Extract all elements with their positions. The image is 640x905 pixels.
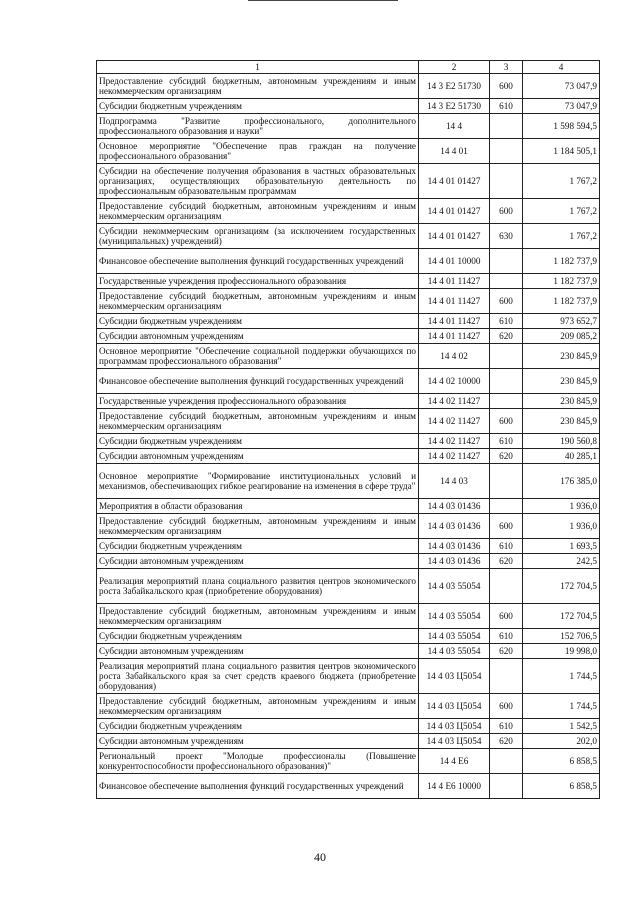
row-code-cell: 14 4 03 55054 <box>419 644 490 659</box>
row-name-cell: Субсидии некоммерческим организациям (за исключением государственных (муниципальных) учреждений) <box>97 224 419 249</box>
row-name-cell: Подпрограмма "Развитие профессионального, дополнительного профессионального образования и науки" <box>97 114 419 139</box>
row-sum-cell: 1 767,2 <box>523 224 600 249</box>
row-code-cell: 14 4 02 11427 <box>419 394 490 409</box>
row-name-cell: Предоставление субсидий бюджетным, автономным учреждениям и иным некоммерческим организациям <box>97 74 419 99</box>
row-name-cell: Субсидии на обеспечение получения образования в частных образовательных организациях, осуществляющих образовательную деятельность по профессиональным образовательным программам <box>97 164 419 199</box>
row-code-cell: 14 3 E2 51730 <box>419 74 490 99</box>
table-row <box>97 314 600 329</box>
row-name-cell: Региональный проект "Молодые профессионалы (Повышение конкурентоспособности профессионального образования)" <box>97 749 419 774</box>
row-code-cell: 14 4 02 11427 <box>419 449 490 464</box>
row-code-cell: 14 4 02 11427 <box>419 409 490 434</box>
row-type-cell <box>490 569 523 604</box>
row-code-cell: 14 4 <box>419 114 490 139</box>
table-row <box>97 249 600 274</box>
row-type-cell: 620 <box>490 734 523 749</box>
row-code-cell: 14 4 03 01436 <box>419 514 490 539</box>
row-type-cell: 610 <box>490 629 523 644</box>
row-sum-cell: 73 047,9 <box>523 99 600 114</box>
row-code-cell: 14 4 03 <box>419 464 490 499</box>
row-sum-cell: 1 744,5 <box>523 659 600 694</box>
table-row <box>97 464 600 499</box>
row-type-cell: 600 <box>490 604 523 629</box>
row-code-cell: 14 4 01 01427 <box>419 224 490 249</box>
row-name-cell: Предоставление субсидий бюджетным, автономным учреждениям и иным некоммерческим организациям <box>97 514 419 539</box>
row-sum-cell: 1 936,0 <box>523 499 600 514</box>
row-sum-cell: 1 182 737,9 <box>523 289 600 314</box>
row-name-cell: Субсидии автономным учреждениям <box>97 554 419 569</box>
row-name-cell: Государственные учреждения профессионального образования <box>97 394 419 409</box>
row-sum-cell: 1 182 737,9 <box>523 249 600 274</box>
row-code-cell: 14 4 03 55054 <box>419 629 490 644</box>
row-name-cell: Предоставление субсидий бюджетным, автономным учреждениям и иным некоммерческим организациям <box>97 694 419 719</box>
table-row <box>97 514 600 539</box>
table-row <box>97 629 600 644</box>
row-type-cell: 630 <box>490 224 523 249</box>
row-sum-cell: 1 182 737,9 <box>523 274 600 289</box>
row-type-cell: 600 <box>490 289 523 314</box>
row-name-cell: Государственные учреждения профессионального образования <box>97 274 419 289</box>
row-sum-cell: 1 693,5 <box>523 539 600 554</box>
table-row <box>97 554 600 569</box>
table-row <box>97 329 600 344</box>
row-sum-cell: 176 385,0 <box>523 464 600 499</box>
table-row <box>97 434 600 449</box>
row-sum-cell: 6 858,5 <box>523 749 600 774</box>
row-name-cell: Субсидии бюджетным учреждениям <box>97 719 419 734</box>
row-type-cell <box>490 464 523 499</box>
table-row <box>97 369 600 394</box>
table-row <box>97 344 600 369</box>
row-code-cell: 14 4 01 11427 <box>419 289 490 314</box>
row-type-cell <box>490 344 523 369</box>
row-name-cell: Субсидии бюджетным учреждениям <box>97 539 419 554</box>
table-row <box>97 774 600 799</box>
table-header-row <box>97 61 600 74</box>
row-name-cell: Финансовое обеспечение выполнения функций государственных учреждений <box>97 774 419 799</box>
table-row <box>97 409 600 434</box>
table-row <box>97 224 600 249</box>
row-sum-cell: 1 936,0 <box>523 514 600 539</box>
row-type-cell: 600 <box>490 409 523 434</box>
row-type-cell <box>490 369 523 394</box>
table-row <box>97 694 600 719</box>
table-row <box>97 99 600 114</box>
row-name-cell: Предоставление субсидий бюджетным, автономным учреждениям и иным некоммерческим организациям <box>97 289 419 314</box>
row-name-cell: Основное мероприятие "Формирование институциональных условий и механизмов, обеспечивающих гибкое реагирование на изменения в сфере труда" <box>97 464 419 499</box>
row-sum-cell: 6 858,5 <box>523 774 600 799</box>
table-row <box>97 749 600 774</box>
table-row <box>97 164 600 199</box>
row-type-cell: 610 <box>490 719 523 734</box>
row-sum-cell: 1 767,2 <box>523 164 600 199</box>
row-sum-cell: 230 845,9 <box>523 409 600 434</box>
row-sum-cell: 209 085,2 <box>523 329 600 344</box>
row-code-cell: 14 4 03 Ц5054 <box>419 719 490 734</box>
row-type-cell: 610 <box>490 434 523 449</box>
row-name-cell: Предоставление субсидий бюджетным, автономным учреждениям и иным некоммерческим организациям <box>97 409 419 434</box>
row-code-cell: 14 4 01 11427 <box>419 274 490 289</box>
budget-table <box>96 60 600 799</box>
row-type-cell: 620 <box>490 644 523 659</box>
row-name-cell: Субсидии автономным учреждениям <box>97 734 419 749</box>
row-sum-cell: 152 706,5 <box>523 629 600 644</box>
table-row <box>97 139 600 164</box>
row-code-cell: 14 4 01 01427 <box>419 164 490 199</box>
row-name-cell: Основное мероприятие "Обеспечение прав граждан на получение профессионального образования" <box>97 139 419 164</box>
row-code-cell: 14 4 03 01436 <box>419 499 490 514</box>
table-row <box>97 449 600 464</box>
row-type-cell <box>490 114 523 139</box>
row-sum-cell: 973 652,7 <box>523 314 600 329</box>
row-name-cell: Финансовое обеспечение выполнения функций государственных учреждений <box>97 369 419 394</box>
row-type-cell: 600 <box>490 74 523 99</box>
row-name-cell: Субсидии бюджетным учреждениям <box>97 434 419 449</box>
row-type-cell <box>490 394 523 409</box>
row-type-cell <box>490 499 523 514</box>
row-code-cell: 14 4 03 01436 <box>419 554 490 569</box>
row-code-cell: 14 3 E2 51730 <box>419 99 490 114</box>
table-row <box>97 499 600 514</box>
row-sum-cell: 190 560,8 <box>523 434 600 449</box>
row-sum-cell: 40 285,1 <box>523 449 600 464</box>
row-type-cell: 610 <box>490 314 523 329</box>
row-code-cell: 14 4 E6 10000 <box>419 774 490 799</box>
row-type-cell: 610 <box>490 539 523 554</box>
row-type-cell: 620 <box>490 554 523 569</box>
table-row <box>97 289 600 314</box>
page-top-rule <box>248 0 398 1</box>
header-type-column: 3 <box>490 61 523 74</box>
row-sum-cell: 230 845,9 <box>523 344 600 369</box>
row-sum-cell: 73 047,9 <box>523 74 600 99</box>
table-row <box>97 274 600 289</box>
table-row <box>97 199 600 224</box>
row-code-cell: 14 4 03 Ц5054 <box>419 659 490 694</box>
row-type-cell <box>490 749 523 774</box>
table-row <box>97 659 600 694</box>
row-name-cell: Реализация мероприятий плана социального развития центров экономического роста Забайкальского края (приобретение оборудования) <box>97 569 419 604</box>
table-row <box>97 74 600 99</box>
page-number: 40 <box>314 850 326 864</box>
row-code-cell: 14 4 03 01436 <box>419 539 490 554</box>
row-code-cell: 14 4 02 <box>419 344 490 369</box>
row-name-cell: Субсидии бюджетным учреждениям <box>97 314 419 329</box>
row-sum-cell: 19 998,0 <box>523 644 600 659</box>
row-sum-cell: 172 704,5 <box>523 569 600 604</box>
row-name-cell: Финансовое обеспечение выполнения функций государственных учреждений <box>97 249 419 274</box>
row-sum-cell: 1 744,5 <box>523 694 600 719</box>
table-row <box>97 539 600 554</box>
row-type-cell <box>490 164 523 199</box>
table-row <box>97 644 600 659</box>
row-sum-cell: 242,5 <box>523 554 600 569</box>
row-sum-cell: 230 845,9 <box>523 369 600 394</box>
row-name-cell: Субсидии бюджетным учреждениям <box>97 99 419 114</box>
row-type-cell: 600 <box>490 694 523 719</box>
row-type-cell <box>490 139 523 164</box>
row-name-cell: Предоставление субсидий бюджетным, автономным учреждениям и иным некоммерческим организациям <box>97 604 419 629</box>
row-code-cell: 14 4 03 Ц5054 <box>419 694 490 719</box>
row-type-cell <box>490 774 523 799</box>
row-name-cell: Мероприятия в области образования <box>97 499 419 514</box>
row-name-cell: Субсидии автономным учреждениям <box>97 329 419 344</box>
row-name-cell: Основное мероприятие "Обеспечение социальной поддержки обучающихся по программам профессионального образования" <box>97 344 419 369</box>
row-type-cell: 620 <box>490 329 523 344</box>
row-name-cell: Субсидии автономным учреждениям <box>97 644 419 659</box>
row-type-cell <box>490 249 523 274</box>
row-code-cell: 14 4 02 11427 <box>419 434 490 449</box>
table-row <box>97 604 600 629</box>
table-row <box>97 734 600 749</box>
row-code-cell: 14 4 01 11427 <box>419 329 490 344</box>
row-code-cell: 14 4 02 10000 <box>419 369 490 394</box>
row-code-cell: 14 4 03 Ц5054 <box>419 734 490 749</box>
row-type-cell <box>490 659 523 694</box>
row-code-cell: 14 4 01 10000 <box>419 249 490 274</box>
header-code-column: 2 <box>419 61 490 74</box>
row-name-cell: Предоставление субсидий бюджетным, автономным учреждениям и иным некоммерческим организациям <box>97 199 419 224</box>
header-name-column: 1 <box>97 61 419 74</box>
row-name-cell: Реализация мероприятий плана социального развития центров экономического роста Забайкальского края за счет средств краевого бюджета (приобретение оборудования) <box>97 659 419 694</box>
row-code-cell: 14 4 01 <box>419 139 490 164</box>
row-type-cell: 600 <box>490 199 523 224</box>
row-name-cell: Субсидии бюджетным учреждениям <box>97 629 419 644</box>
row-type-cell: 610 <box>490 99 523 114</box>
row-type-cell: 620 <box>490 449 523 464</box>
row-sum-cell: 1 767,2 <box>523 199 600 224</box>
row-sum-cell: 230 845,9 <box>523 394 600 409</box>
table-row <box>97 719 600 734</box>
row-code-cell: 14 4 01 01427 <box>419 199 490 224</box>
row-sum-cell: 172 704,5 <box>523 604 600 629</box>
row-type-cell: 600 <box>490 514 523 539</box>
budget-table-body <box>97 61 600 799</box>
table-row <box>97 394 600 409</box>
row-type-cell <box>490 274 523 289</box>
row-sum-cell: 202,0 <box>523 734 600 749</box>
table-row <box>97 114 600 139</box>
row-code-cell: 14 4 03 55054 <box>419 569 490 604</box>
header-sum-column: 4 <box>523 61 600 74</box>
row-sum-cell: 1 184 505,1 <box>523 139 600 164</box>
row-code-cell: 14 4 01 11427 <box>419 314 490 329</box>
row-code-cell: 14 4 E6 <box>419 749 490 774</box>
row-sum-cell: 1 598 594,5 <box>523 114 600 139</box>
row-name-cell: Субсидии автономным учреждениям <box>97 449 419 464</box>
row-sum-cell: 1 542,5 <box>523 719 600 734</box>
row-code-cell: 14 4 03 55054 <box>419 604 490 629</box>
table-row <box>97 569 600 604</box>
